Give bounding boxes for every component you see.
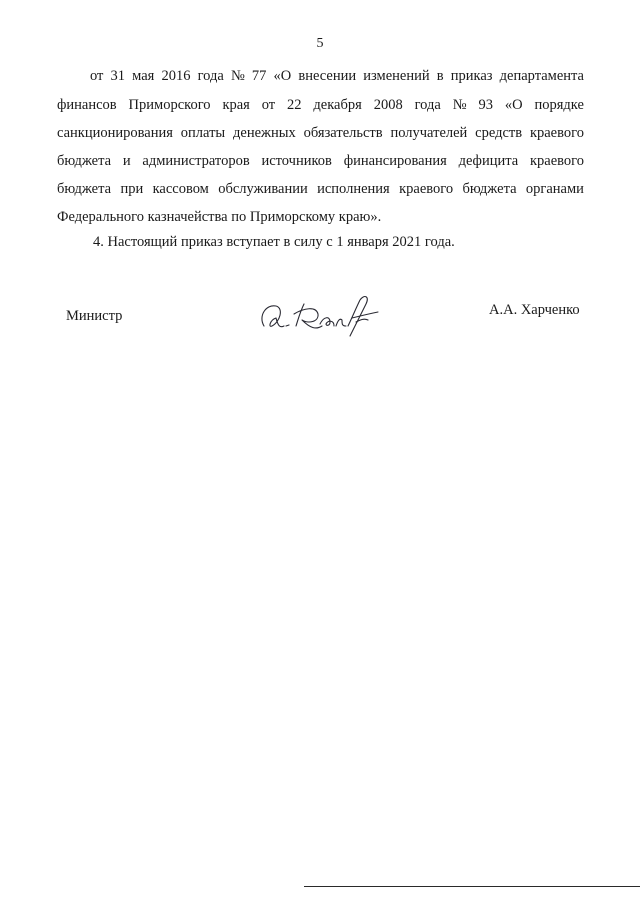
- word: 31: [110, 68, 126, 84]
- body-line-6: Федерального казначейства по Приморскому краю».: [57, 209, 382, 225]
- handwritten-signature: [256, 290, 386, 342]
- word: краевого: [529, 125, 584, 141]
- word: №: [452, 97, 467, 113]
- word: порядке: [534, 97, 584, 113]
- body-line-2: [57, 96, 584, 114]
- body-line-1: [90, 67, 584, 85]
- word: краевого: [399, 181, 454, 197]
- word: кассовом: [152, 181, 209, 197]
- word: от: [90, 68, 104, 84]
- signer-name: А.А. Харченко: [489, 302, 580, 318]
- word: бюджета: [462, 181, 517, 197]
- word: оплаты: [180, 125, 226, 141]
- word: санкционирования: [57, 125, 173, 141]
- word: 22: [287, 97, 302, 113]
- word: 93: [478, 97, 493, 113]
- word: администраторов: [142, 153, 250, 169]
- word: мая: [132, 68, 155, 84]
- word: года: [197, 68, 224, 84]
- clause-4: 4. Настоящий приказ вступает в силу с 1 января 2021 года.: [93, 234, 455, 250]
- bottom-rule: [304, 886, 640, 887]
- word: приказ: [450, 68, 493, 84]
- word: внесении: [298, 68, 357, 84]
- word: средств: [475, 125, 523, 141]
- word: №: [230, 68, 245, 84]
- word: департамента: [499, 68, 584, 84]
- word: финансов: [57, 97, 117, 113]
- word: органами: [525, 181, 584, 197]
- signer-title: Министр: [66, 308, 123, 324]
- word: края: [222, 97, 250, 113]
- word: 2008: [373, 97, 403, 113]
- word: финансирования: [343, 153, 447, 169]
- word: года: [414, 97, 441, 113]
- word: Приморского: [128, 97, 211, 113]
- word: «О: [273, 68, 292, 84]
- word: бюджета: [57, 153, 112, 169]
- word: источников: [261, 153, 332, 169]
- body-line-3: [57, 124, 584, 142]
- word: изменений: [363, 68, 430, 84]
- word: обязательств: [303, 125, 383, 141]
- word: и: [122, 153, 131, 169]
- word: получателей: [390, 125, 468, 141]
- word: обслуживании: [218, 181, 308, 197]
- signature-block: [0, 290, 640, 350]
- word: краевого: [529, 153, 584, 169]
- word: 77: [251, 68, 267, 84]
- word: бюджета: [57, 181, 112, 197]
- body-line-5: [57, 180, 584, 198]
- word: декабря: [313, 97, 362, 113]
- word: «О: [504, 97, 523, 113]
- word: денежных: [233, 125, 296, 141]
- word: 2016: [161, 68, 191, 84]
- word: в: [436, 68, 444, 84]
- word: при: [120, 181, 144, 197]
- word: дефицита: [458, 153, 519, 169]
- page-number: 5: [316, 36, 324, 51]
- body-line-4: [57, 152, 584, 170]
- word: исполнения: [317, 181, 390, 197]
- word: от: [261, 97, 276, 113]
